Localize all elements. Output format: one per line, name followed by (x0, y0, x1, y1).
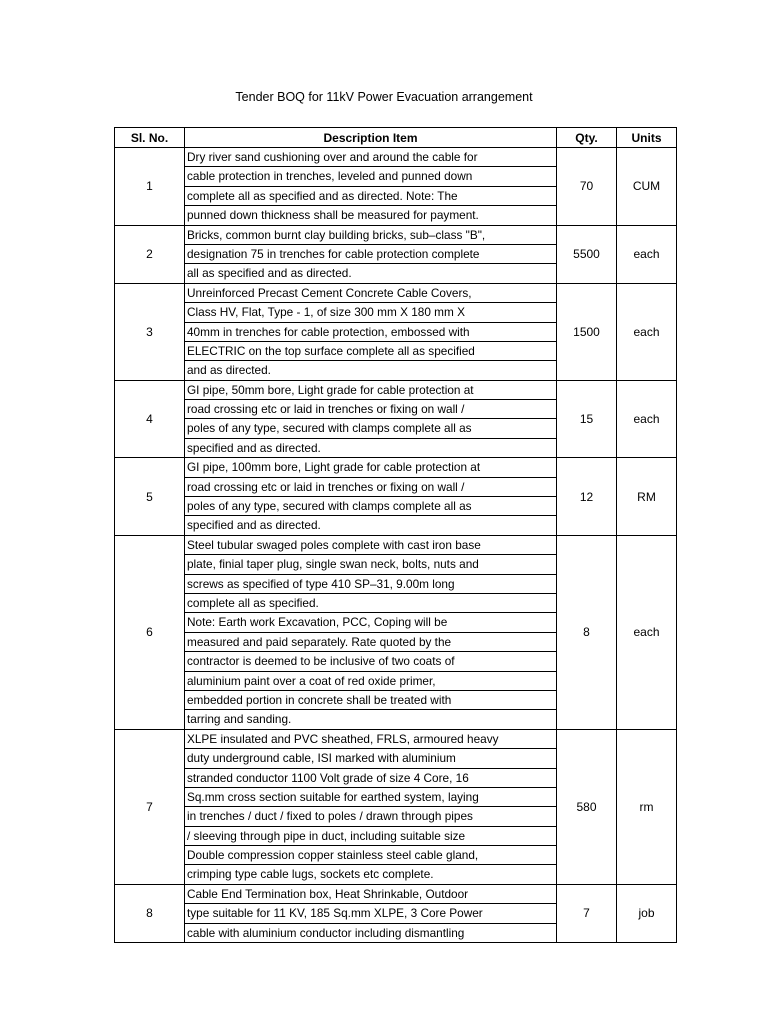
description-line: plate, finial taper plug, single swan neck, bolts, nuts and (185, 555, 556, 574)
qty-cell: 5500 (557, 225, 617, 283)
description-line: ELECTRIC on the top surface complete all as specified (185, 342, 556, 361)
units-cell: each (617, 283, 677, 380)
boq-table (114, 127, 677, 943)
description-line: XLPE insulated and PVC sheathed, FRLS, armoured heavy (185, 730, 556, 749)
description-line: stranded conductor 1100 Volt grade of size 4 Core, 16 (185, 769, 556, 788)
table-row (115, 283, 677, 380)
sl-no-cell: 1 (115, 148, 185, 226)
qty-cell: 12 (557, 458, 617, 536)
description-line: and as directed. (187, 363, 271, 378)
description-line: Steel tubular swaged poles complete with cast iron base (185, 536, 556, 555)
description-cell (185, 380, 557, 458)
description-line: Bricks, common burnt clay building bricks, sub–class "B", (185, 226, 556, 245)
table-row (115, 535, 677, 729)
description-line: GI pipe, 50mm bore, Light grade for cable protection at (185, 381, 556, 400)
table-row (115, 148, 677, 226)
qty-cell: 1500 (557, 283, 617, 380)
description-line: poles of any type, secured with clamps complete all as (185, 497, 556, 516)
description-line: cable with aluminium conductor including dismantling (187, 925, 465, 940)
description-line: tarring and sanding. (187, 712, 292, 727)
units-cell: each (617, 225, 677, 283)
sl-no-cell: 6 (115, 535, 185, 729)
qty-cell: 15 (557, 380, 617, 458)
table-row (115, 458, 677, 536)
qty-cell: 8 (557, 535, 617, 729)
table-body (115, 148, 677, 943)
description-line: crimping type cable lugs, sockets etc complete. (187, 867, 434, 882)
description-cell (185, 458, 557, 536)
sl-no-cell: 3 (115, 283, 185, 380)
header-qty: Qty. (557, 128, 617, 148)
qty-cell: 70 (557, 148, 617, 226)
description-line: / sleeving through pipe in duct, including suitable size (185, 827, 556, 846)
units-cell: rm (617, 729, 677, 884)
description-line: in trenches / duct / fixed to poles / drawn through pipes (185, 807, 556, 826)
description-line: aluminium paint over a coat of red oxide primer, (185, 672, 556, 691)
description-line: measured and paid separately. Rate quoted by the (185, 633, 556, 652)
description-line: 40mm in trenches for cable protection, embossed with (185, 323, 556, 342)
header-units: Units (617, 128, 677, 148)
sl-no-cell: 8 (115, 884, 185, 942)
header-description: Description Item (185, 128, 557, 148)
description-cell (185, 283, 557, 380)
description-line: road crossing etc or laid in trenches or fixing on wall / (185, 478, 556, 497)
units-cell: RM (617, 458, 677, 536)
description-line: Unreinforced Precast Cement Concrete Cable Covers, (185, 284, 556, 303)
description-line: Cable End Termination box, Heat Shrinkable, Outdoor (185, 885, 556, 904)
document-title: Tender BOQ for 11kV Power Evacuation arrangement (235, 90, 533, 104)
units-cell: each (617, 535, 677, 729)
description-line: GI pipe, 100mm bore, Light grade for cable protection at (185, 458, 556, 477)
description-cell (185, 535, 557, 729)
description-line: contractor is deemed to be inclusive of two coats of (185, 652, 556, 671)
qty-cell: 7 (557, 884, 617, 942)
description-line: embedded portion in concrete shall be treated with (185, 691, 556, 710)
description-line: all as specified and as directed. (187, 266, 352, 281)
description-line: Double compression copper stainless steel cable gland, (185, 846, 556, 865)
units-cell: CUM (617, 148, 677, 226)
sl-no-cell: 7 (115, 729, 185, 884)
table-row (115, 380, 677, 458)
units-cell: job (617, 884, 677, 942)
description-cell (185, 729, 557, 884)
description-line: duty underground cable, ISI marked with aluminium (185, 749, 556, 768)
sl-no-cell: 5 (115, 458, 185, 536)
table-row (115, 225, 677, 283)
description-cell (185, 225, 557, 283)
description-line: screws as specified of type 410 SP–31, 9.00m long (185, 575, 556, 594)
units-cell: each (617, 380, 677, 458)
description-line: Class HV, Flat, Type - 1, of size 300 mm X 180 mm X (185, 303, 556, 322)
description-line: cable protection in trenches, leveled and punned down (185, 167, 556, 186)
description-line: Note: Earth work Excavation, PCC, Coping will be (185, 613, 556, 632)
description-line: complete all as specified and as directed. Note: The (185, 187, 556, 206)
sl-no-cell: 4 (115, 380, 185, 458)
table-header-row (115, 128, 677, 148)
header-sl-no: Sl. No. (115, 128, 185, 148)
description-line: specified and as directed. (187, 518, 321, 533)
description-cell (185, 884, 557, 942)
description-line: type suitable for 11 KV, 185 Sq.mm XLPE, 3 Core Power (185, 904, 556, 923)
description-line: Sq.mm cross section suitable for earthed system, laying (185, 788, 556, 807)
table-row (115, 884, 677, 942)
table-row (115, 729, 677, 884)
description-line: road crossing etc or laid in trenches or fixing on wall / (185, 400, 556, 419)
description-cell (185, 148, 557, 226)
description-line: designation 75 in trenches for cable protection complete (185, 245, 556, 264)
description-line: complete all as specified. (185, 594, 556, 613)
sl-no-cell: 2 (115, 225, 185, 283)
description-line: Dry river sand cushioning over and around the cable for (185, 148, 556, 167)
description-line: punned down thickness shall be measured for payment. (187, 208, 479, 223)
description-line: specified and as directed. (187, 440, 321, 455)
description-line: poles of any type, secured with clamps complete all as (185, 419, 556, 438)
qty-cell: 580 (557, 729, 617, 884)
